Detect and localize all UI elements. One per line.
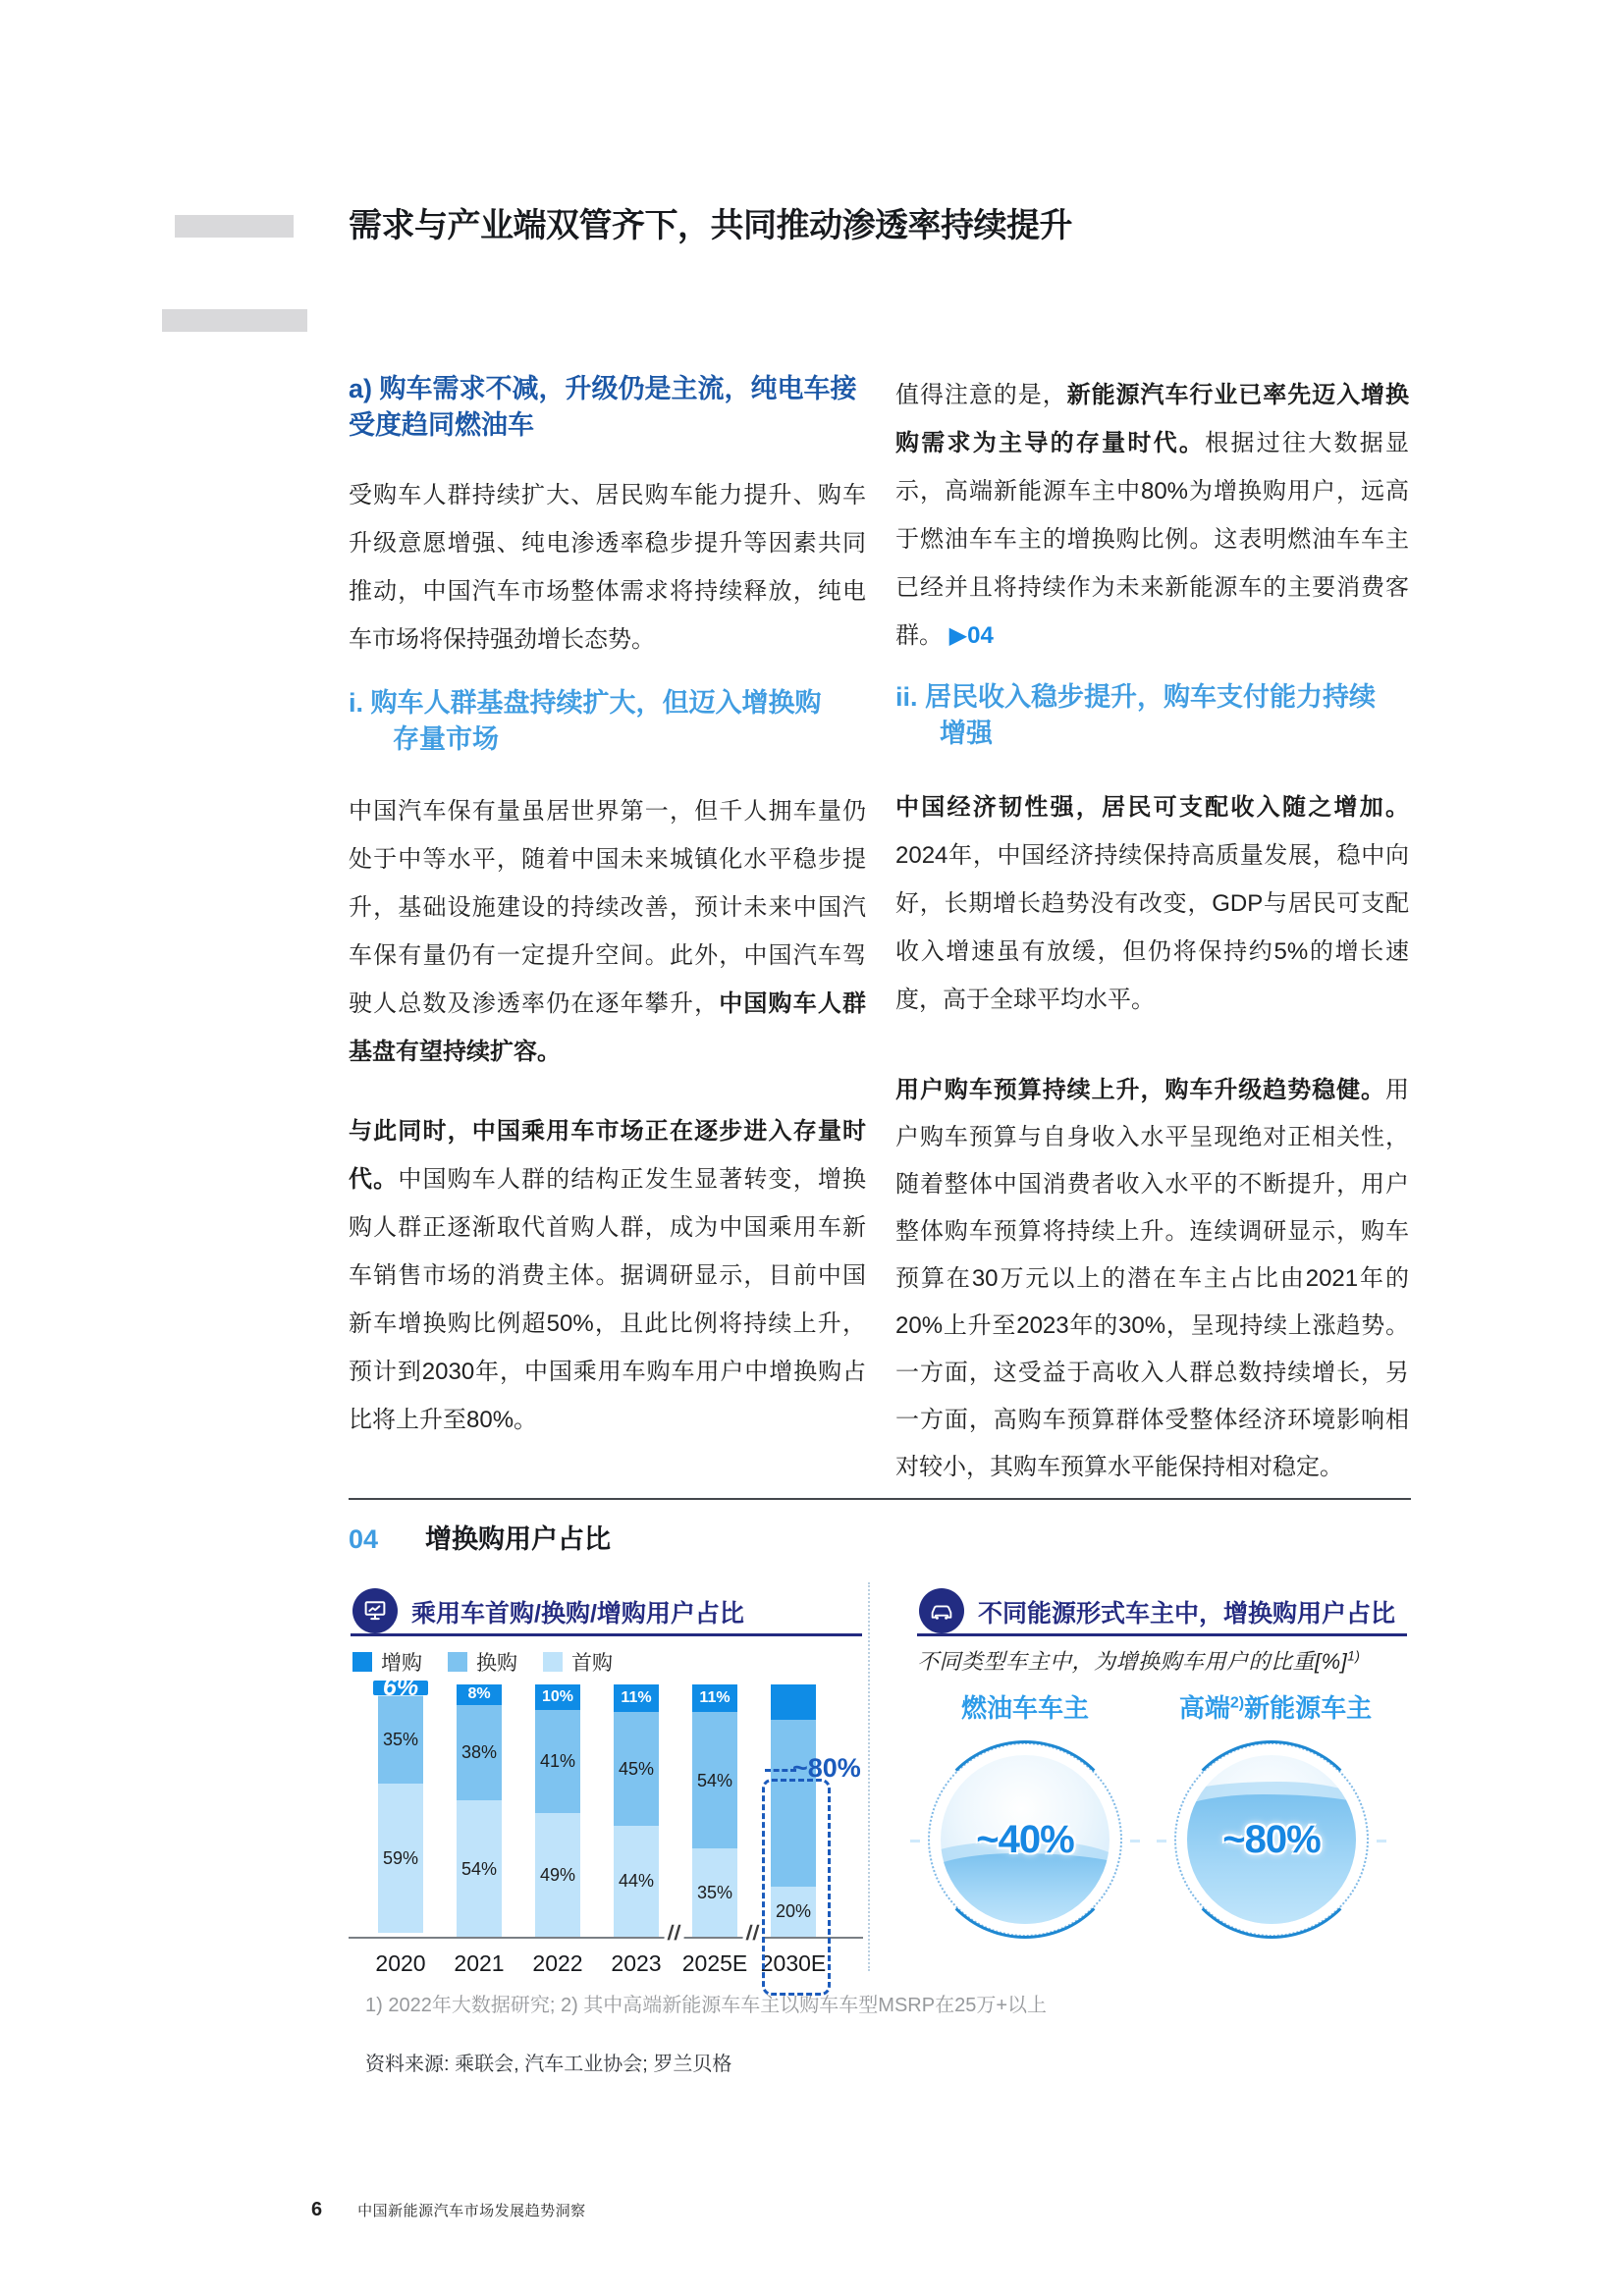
bar-segment-增购 — [692, 1684, 737, 1712]
margin-decor-bar-2 — [162, 309, 307, 332]
bar-value-label: 54% — [696, 1770, 733, 1790]
bar-value-label: 8% — [467, 1685, 491, 1703]
bar-column-2022 — [532, 1684, 583, 1976]
bar-column-2020 — [375, 1674, 426, 1976]
gauge-circle — [941, 1755, 1110, 1924]
gauge-value-fuel: ~40% — [976, 1817, 1074, 1861]
legend-item-首购 — [543, 1647, 613, 1677]
left-paragraph-2 — [349, 787, 866, 1076]
right-paragraph-3-text: 用户购车预算与自身收入水平呈现绝对正相关性，随着整体中国消费者收入水平的不断提升，用户整体购车预算将持续上升。连续调研显示，购车预算在30万元以上的潜在车主占比由2021年的20%上升至2023年的30%，呈现持续上涨趋势。一方面，这受益于高收入人群总数持续增长，另一方面，高购车预算群体受整体经济环境影响相对较小，其购车预算水平能保持相对稳定。 — [895, 1077, 1409, 1480]
exhibit-header — [349, 1518, 611, 1556]
bar-segment-首购 — [535, 1813, 580, 1937]
right-paragraph-1-text-b: 根据过往大数据显示，高端新能源车主中80%为增换购用户，远高于燃油车车主的增换购比例。这表明燃油车车主已经并且将持续作为未来新能源车的主要消费客群。 — [895, 430, 1410, 649]
gauge-chart-title-underline — [917, 1633, 1407, 1636]
bar-segment-换购 — [535, 1710, 580, 1813]
bar-value-label: 59% — [382, 1848, 419, 1869]
gauge-subtitle-text: 不同类型车主中，为增换购车用户的比重[%] — [917, 1649, 1348, 1674]
bar-chart-plot — [349, 1674, 866, 1976]
bar-segment-首购 — [378, 1784, 423, 1933]
legend-item-换购 — [448, 1647, 517, 1677]
bar-value-label: 11% — [699, 1689, 731, 1707]
right-paragraph-1-bold: 新能源汽车行业已率先迈入增换购需求为主导的存量时代。 — [895, 382, 1410, 456]
bar-value-label: 54% — [460, 1858, 498, 1879]
legend-item-增购 — [352, 1647, 422, 1677]
legend-label: 换购 — [476, 1652, 517, 1675]
x-axis-tick-label: 2030E — [760, 1950, 827, 1976]
gauge-label-fuel — [915, 1688, 1135, 1725]
legend-swatch — [543, 1652, 563, 1672]
exhibit-source: 资料来源: 乘联会, 汽车工业协会; 罗兰贝格 — [365, 2054, 732, 2075]
exhibit-number: 04 — [349, 1524, 379, 1554]
panel-separator — [868, 1582, 870, 1971]
annotation-dashed-box — [762, 1779, 831, 1996]
bar-segment-增购 — [771, 1684, 816, 1720]
left-column — [349, 371, 866, 1444]
exhibit-title: 增换购用户占比 — [425, 1524, 612, 1554]
bar-column-2021 — [454, 1684, 505, 1976]
right-paragraph-2 — [895, 783, 1409, 1024]
margin-decor-bar-1 — [175, 215, 294, 238]
exhibit-footnote: 1) 2022年大数据研究; 2) 其中高端新能源车车主以购车车型MSRP在25万+以上 — [365, 1995, 1047, 2016]
bar-value-label: 10% — [541, 1687, 574, 1705]
gauge-subtitle-superscript: 1) — [1347, 1648, 1361, 1664]
bar-column-2023 — [611, 1684, 662, 1976]
heading-i: i. 购车人群基盘持续扩大，但迈入增换购存量市场 — [349, 688, 822, 754]
exhibit-reference-04: ▶04 — [948, 622, 994, 649]
bar-value-label: 6% — [382, 1674, 419, 1702]
left-paragraph-3 — [349, 1107, 866, 1444]
bar-segment-增购 — [535, 1684, 580, 1710]
gauge-label-nev-text: 高端 — [1178, 1693, 1230, 1723]
footer-title: 中国新能源汽车市场发展趋势洞察 — [357, 2203, 586, 2219]
bar-segment-换购 — [614, 1712, 659, 1826]
bar-segment-首购 — [614, 1826, 659, 1937]
gauge-chart-subtitle — [917, 1645, 1360, 1676]
bar-segment-换购 — [457, 1705, 502, 1801]
legend-swatch — [448, 1652, 467, 1672]
bar-segment-增购 — [614, 1684, 659, 1712]
bar-segment-首购 — [692, 1848, 737, 1937]
bar-chart-header — [349, 1582, 866, 1633]
left-paragraph-1: 受购车人群持续扩大、居民购车能力提升、购车升级意愿增强、纯电渗透率稳步提升等因素共同推动，中国汽车市场整体需求将持续释放，纯电车市场将保持强劲增长态势。 — [349, 482, 866, 653]
gauge-label-nev — [1133, 1688, 1418, 1725]
right-column — [895, 371, 1409, 1491]
x-axis-tick-label: 2021 — [454, 1950, 505, 1976]
heading-ii: ii. 居民收入稳步提升，购车支付能力持续增强 — [895, 682, 1377, 748]
bar-value-label: 49% — [539, 1865, 576, 1885]
heading-a: a) 购车需求不减，升级仍是主流，纯电车接受度趋同燃油车 — [349, 374, 857, 440]
bar-value-label: 45% — [618, 1759, 655, 1780]
gauge-value-nev: ~80% — [1222, 1817, 1321, 1861]
car-icon — [919, 1588, 964, 1633]
exhibit-divider-line — [349, 1498, 1411, 1500]
bar-segment-换购 — [692, 1712, 737, 1848]
gauge-circle — [1187, 1755, 1356, 1924]
right-paragraph-1-text-a: 值得注意的是， — [895, 382, 1067, 408]
axis-break-mark-2: // — [742, 1922, 764, 1946]
gauge-label-nev-text-2: 新能源车主 — [1244, 1693, 1373, 1723]
axis-break-mark-1: // — [664, 1922, 685, 1946]
bar-value-label: 11% — [621, 1689, 652, 1707]
left-paragraph-3-bold: 与此同时，中国乘用车市场正在逐步进入存量时代。 — [349, 1118, 866, 1193]
bar-chart-legend — [352, 1647, 613, 1677]
left-paragraph-2-text: 中国汽车保有量虽居世界第一，但千人拥车量仍处于中等水平，随着中国未来城镇化水平稳步提升，基础设施建设的持续改善，预计未来中国汽车保有量仍有一定提升空间。此外，中国汽车驾驶人总数及渗透率仍在逐年攀升， — [349, 798, 866, 1017]
annotation-label: ~80% — [792, 1753, 861, 1783]
bar-value-label: 44% — [618, 1871, 655, 1892]
left-paragraph-2-bold: 中国购车人群基盘有望持续扩容。 — [349, 990, 866, 1065]
legend-label: 增购 — [381, 1652, 422, 1675]
right-paragraph-2-bold: 中国经济韧性强，居民可支配收入随之增加。 — [895, 794, 1409, 821]
bar-chart-title-underline — [351, 1633, 862, 1636]
page-title: 需求与产业端双管齐下，共同推动渗透率持续提升 — [349, 207, 1072, 244]
page-number: 6 — [311, 2199, 323, 2220]
bar-value-label: 35% — [382, 1730, 419, 1750]
gauge-chart-header — [915, 1582, 1411, 1633]
right-paragraph-3-bold: 用户购车预算持续上升，购车升级趋势稳健。 — [895, 1077, 1385, 1103]
left-paragraph-3-text: 中国购车人群的结构正发生显著转变，增换购人群正逐渐取代首购人群，成为中国乘用车新车销售市场的消费主体。据调研显示，目前中国新车增换购比例超50%，且此比例将持续上升，预计到2030年，中国乘用车购车用户中增换购占比将上升至80%。 — [349, 1166, 867, 1433]
bar-segment-首购 — [457, 1800, 502, 1937]
bar-segment-换购 — [378, 1695, 423, 1784]
bar-value-label: 41% — [539, 1751, 576, 1772]
page-footer — [311, 2199, 586, 2221]
legend-swatch — [352, 1652, 372, 1672]
bar-chart-title: 乘用车首购/换购/增购用户占比 — [411, 1600, 744, 1628]
liquid-gauge-fuel — [941, 1755, 1110, 1924]
right-paragraph-2-text: 2024年，中国经济持续保持高质量发展，稳中向好，长期增长趋势没有改变，GDP与居民可支配收入增速虽有放缓，但仍将保持约5%的增长速度，高于全球平均水平。 — [895, 842, 1409, 1013]
gauge-chart-title: 不同能源形式车主中，增换购用户占比 — [978, 1600, 1396, 1628]
x-axis-tick-label: 2022 — [532, 1950, 583, 1976]
bar-segment-增购 — [373, 1674, 428, 1702]
bar-chart-panel — [349, 1582, 866, 1995]
x-axis-tick-label: 2025E — [681, 1950, 748, 1976]
bar-value-label: 35% — [696, 1883, 733, 1902]
bar-segment-增购 — [457, 1684, 502, 1705]
bar-value-label: 38% — [460, 1742, 498, 1763]
x-axis-tick-label: 2020 — [375, 1950, 426, 1976]
bar-column-2025E — [681, 1684, 748, 1976]
legend-label: 首购 — [571, 1652, 613, 1675]
gauge-chart-panel — [915, 1582, 1411, 1995]
right-paragraph-3 — [895, 1067, 1409, 1491]
monitor-chart-icon — [352, 1588, 398, 1633]
right-paragraph-1 — [895, 371, 1409, 660]
bar-value-label: 20% — [775, 1901, 812, 1922]
gauge-label-fuel-text: 燃油车车主 — [960, 1693, 1089, 1723]
liquid-gauge-nev — [1187, 1755, 1356, 1924]
x-axis-tick-label: 2023 — [611, 1950, 662, 1976]
gauge-label-nev-sup: 2) — [1229, 1693, 1245, 1712]
